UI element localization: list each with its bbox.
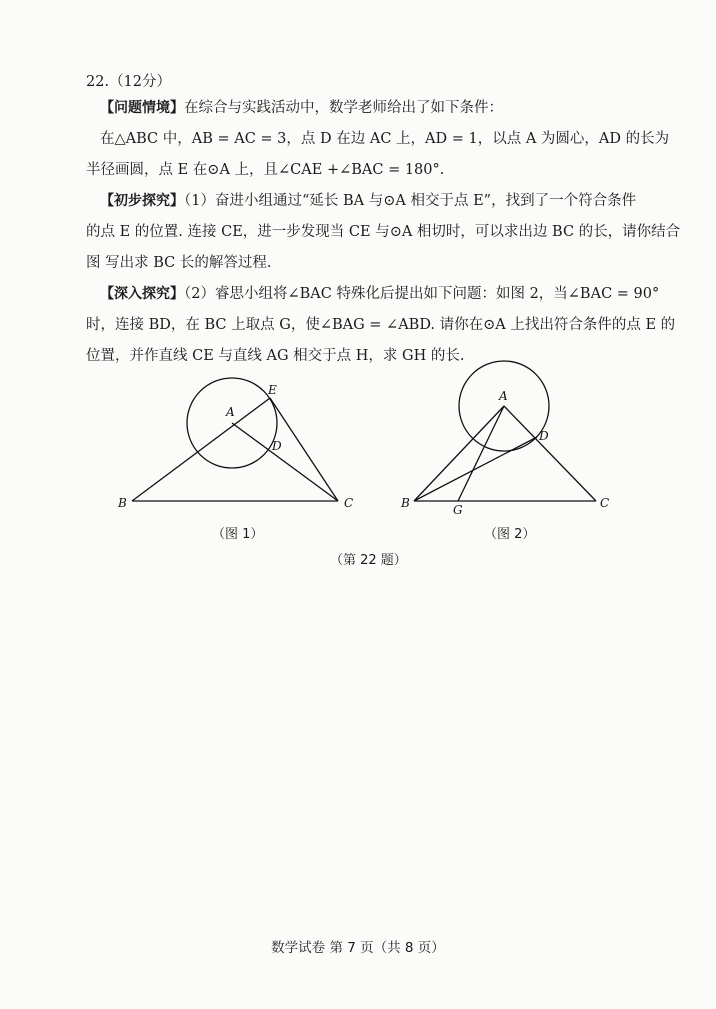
fig2-line-ab — [414, 406, 504, 501]
deep-tag: 【深入探究】 — [100, 286, 184, 302]
fig2-label-b: B — [401, 496, 410, 510]
problem-context-line3: 半径画圆，点 E 在⊙A 上，且∠CAE +∠BAC = 180°. — [86, 162, 445, 178]
fig1-line-be — [132, 398, 270, 501]
figure-1 — [110, 368, 360, 518]
fig1-label-c: C — [344, 496, 354, 510]
deep-line2: 时，连接 BD，在 BC 上取点 G，使∠BAG = ∠ABD. 请你在⊙A 上找出符合条件的点 E 的 — [86, 317, 676, 333]
question-header — [86, 70, 171, 91]
fig2-line-ac — [504, 406, 596, 501]
question-points: （12分） — [109, 74, 172, 90]
fig1-label-d: D — [272, 439, 282, 453]
problem-context-line2: 在△ABC 中，AB = AC = 3，点 D 在边 AC 上，AD = 1，以点 A 为圆心，AD 的长为 — [100, 131, 670, 147]
page-footer: 数学试卷 第 7 页（共 8 页） — [271, 940, 445, 956]
problem-context-line1: 在综合与实践活动中，数学老师给出了如下条件： — [184, 100, 503, 116]
fig2-line-bd — [414, 437, 537, 501]
figure-2 — [396, 360, 626, 520]
deep-line1: （2）睿思小组将∠BAC 特殊化后提出如下问题：如图 2，当∠BAC = 90° — [184, 286, 660, 302]
preliminary-line3: 图 写出求 BC 长的解答过程. — [86, 255, 272, 271]
preliminary-line2: 的点 E 的位置. 连接 CE，进一步发现当 CE 与⊙A 相切时，可以求出边 BC 的长，请你结合 — [86, 224, 681, 240]
figure-1-caption: （图 1） — [212, 527, 264, 542]
problem-context — [86, 93, 670, 186]
fig1-label-a: A — [226, 405, 235, 419]
preliminary-line1: （1）奋进小组通过“延长 BA 与⊙A 相交于点 E”，找到了一个符合条件 — [184, 193, 637, 209]
fig2-label-c: C — [600, 496, 610, 510]
preliminary-tag: 【初步探究】 — [100, 193, 184, 209]
fig1-label-b: B — [118, 496, 127, 510]
fig1-label-e: E — [268, 383, 277, 397]
preliminary-exploration — [86, 186, 681, 279]
deep-exploration — [86, 279, 676, 372]
fig1-line-ac — [232, 423, 338, 501]
fig2-label-d: D — [539, 429, 549, 443]
deep-line3: 位置，并作直线 CE 与直线 AG 相交于点 H，求 GH 的长. — [86, 348, 465, 364]
question-number: 22. — [86, 74, 110, 90]
problem-context-tag: 【问题情境】 — [100, 100, 184, 116]
fig2-label-a: A — [499, 389, 508, 403]
figure-2-caption: （图 2） — [484, 527, 536, 542]
fig2-line-ag — [458, 406, 504, 501]
fig2-label-g: G — [453, 503, 463, 517]
question-figure-caption: （第 22 题） — [330, 553, 407, 568]
